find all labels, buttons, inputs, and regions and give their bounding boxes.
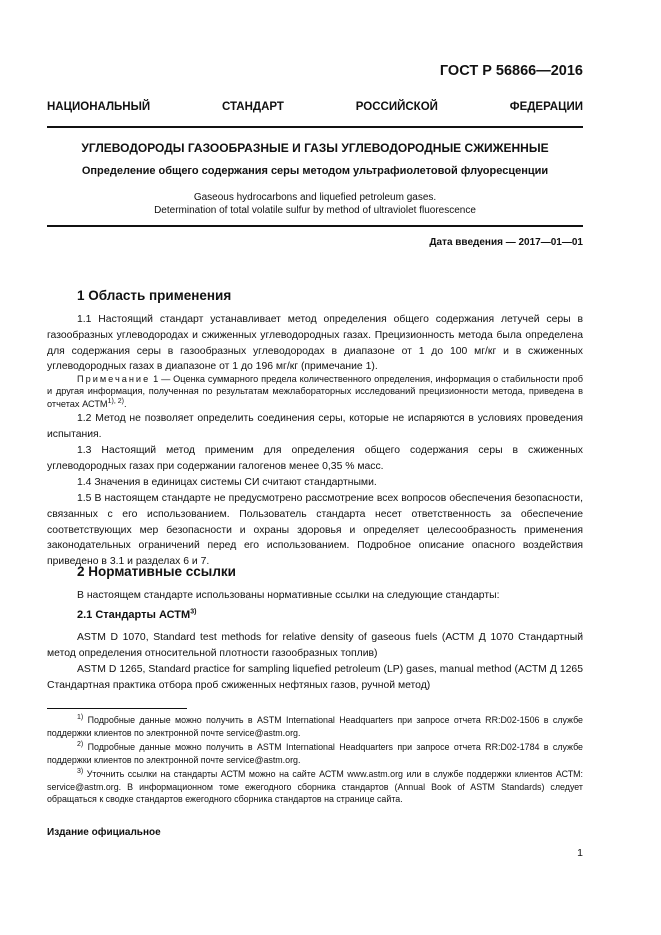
section-2-heading: 2 Нормативные ссылки — [77, 564, 236, 579]
paragraph-1-3: 1.3 Настоящий метод применим для определения общего содержания серы в сжиженных углеводородных газах при содержании галогенов менее 0,35 % масс. — [47, 445, 583, 472]
footnote-divider — [47, 708, 187, 709]
introduction-date: Дата введения — 2017—01—01 — [429, 237, 583, 248]
footnote-3-text: Уточнить ссылки на стандарты АСТМ можно на сайте АСТМ www.astm.org или в службе поддержки клиентов АСТМ: service@astm.org. В информационном томе ежегодного сборника стандартов (Annual Book of ASTM Standards) следует обращаться к сводке стандартов ежегодного сборника стандартов на странице сайта. — [47, 769, 583, 805]
page-number: 1 — [577, 847, 583, 859]
subsection-2-1-footnote-ref: 3) — [190, 608, 197, 616]
subsection-2-1-heading — [77, 609, 196, 621]
english-title — [47, 191, 583, 217]
paragraph-1-4: 1.4 Значения в единицах системы СИ считают стандартными. — [77, 477, 377, 488]
national-standard-heading: НАЦИОНАЛЬНЫЙ СТАНДАРТ РОССИЙСКОЙ ФЕДЕРАЦИИ — [47, 101, 583, 113]
note-1 — [47, 373, 583, 410]
section-1-heading: 1 Область применения — [77, 288, 232, 303]
footnote-3-mark: 3) — [77, 768, 84, 776]
standard-code: ГОСТ Р 56866—2016 — [439, 63, 583, 79]
note-footnote-refs: 1), 2) — [107, 397, 124, 405]
footnote-2-mark: 2) — [77, 741, 84, 749]
reference-astm-d1265: ASTM D 1265, Standard practice for sampling liquefied petroleum (LP) gases, manual method (АСТМ Д 1265 Стандартная практика отбора проб сжиженных нефтяных газов, ручной метод) — [47, 664, 583, 691]
edition-label: Издание официальное — [47, 827, 161, 838]
document-title: УГЛЕВОДОРОДЫ ГАЗООБРАЗНЫЕ И ГАЗЫ УГЛЕВОДОРОДНЫЕ СЖИЖЕННЫЕ — [81, 141, 549, 155]
document-subtitle: Определение общего содержания серы методом ультрафиолетовой флуоресценции — [81, 165, 549, 177]
title-divider — [47, 225, 583, 227]
section-2-intro: В настоящем стандарте использованы нормативные ссылки на следующие стандарты: — [77, 590, 500, 601]
footnote-1 — [47, 714, 583, 739]
english-title-line-2: Determination of total volatile sulfur by method of ultraviolet fluorescence — [154, 205, 476, 216]
paragraph-1-2: 1.2 Метод не позволяет определить соединения серы, которые не испаряются в условиях проведения испытания. — [47, 413, 583, 440]
footnote-2-text: Подробные данные можно получить в ASTM International Headquarters при запросе отчета RR:D02-1784 в службе поддержки клиентов по электронной почте service@astm.org. — [47, 742, 583, 765]
english-title-line-1: Gaseous hydrocarbons and liquefied petroleum gases. — [193, 192, 437, 203]
note-end: . — [123, 398, 127, 409]
footnote-1-mark: 1) — [77, 714, 84, 722]
note-label: Примечание — [77, 374, 151, 384]
paragraph-1-1: 1.1 Настоящий стандарт устанавливает метод определения общего содержания летучей серы в газообразных углеводородах и сжиженных углеводородных газах. Прецизионность метода была определена для содержания серы в газообразных углеводородах в диапазоне от 1 до 100 мг/кг и в сжиженных углеводородных газах в диапазоне от 1 до 196 мг/кг (примечание 1). — [47, 314, 583, 373]
top-divider — [47, 126, 583, 128]
footnote-2 — [47, 741, 583, 766]
note-text: 1 — Оценка суммарного предела количественного определения, информация о стабильности проб и другая информация, полученная по результатам межлабораторных исследований прецизионности метода, приведена в отчетах АСТМ — [47, 374, 583, 409]
reference-astm-d1070: ASTM D 1070, Standard test methods for relative density of gaseous fuels (АСТМ Д 1070 Стандартный метод определения относительной плотности газообразных топлив) — [47, 632, 583, 659]
footnote-1-text: Подробные данные можно получить в ASTM International Headquarters при запросе отчета RR:D02-1506 в службе поддержки клиентов по электронной почте service@astm.org. — [47, 715, 583, 738]
footnote-3 — [47, 768, 583, 806]
paragraph-1-5: 1.5 В настоящем стандарте не предусмотрено рассмотрение всех вопросов обеспечения безопасности, связанных с его использованием. Пользователь стандарта несет ответственность за обеспечение соответствующих мер безопасности и охраны здоровья и определяет целесообразность применения законодательных ограничений перед его использованием. Подробное описание опасного воздействия приведено в 3.1 и разделах 6 и 7. — [47, 493, 583, 568]
subsection-2-1-title: 2.1 Стандарты АСТМ — [77, 609, 191, 621]
